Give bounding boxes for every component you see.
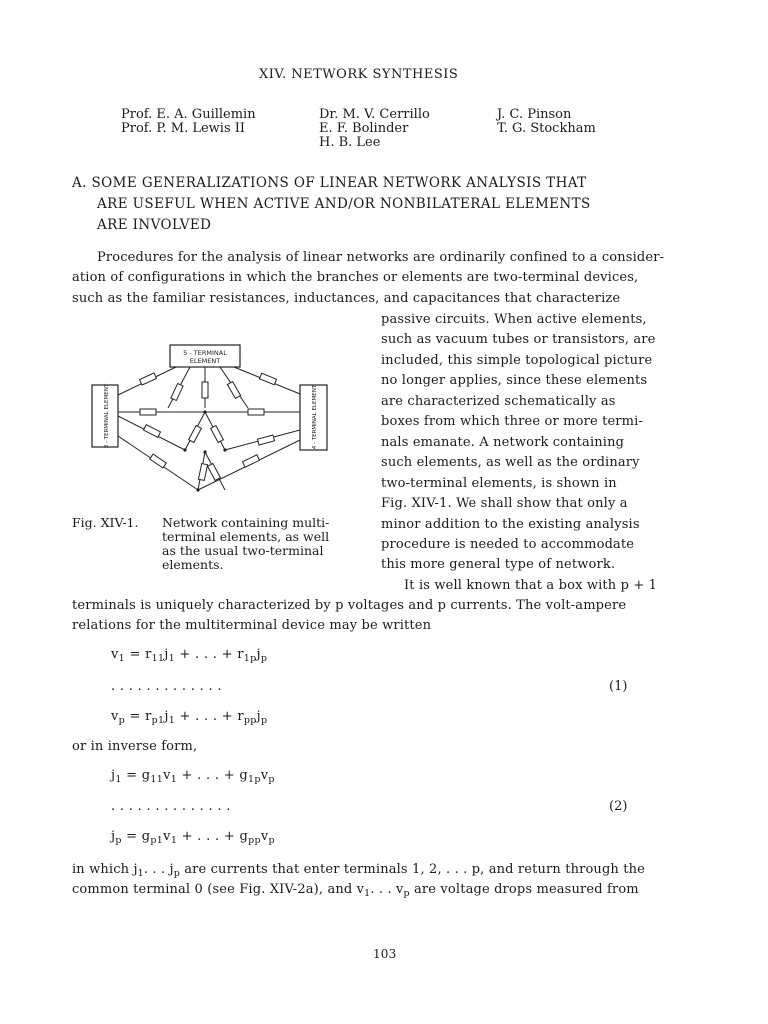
paragraph-line: such as vacuum tubes or transistors, are [381, 332, 656, 347]
equation-2-last: $j_p = g_{p1}v_1$ + . . . + $g_{pp}v_p$ [111, 829, 275, 846]
text-fragment: are currents that enter terminals 1, 2, . . . p, and return through the [179, 862, 645, 877]
paragraph-line: It is well known that a box with p + 1 [404, 578, 658, 593]
paragraph-line: included, this simple topological picture [381, 353, 653, 368]
paragraph-line: Procedures for the analysis of linear networks are ordinarily confined to a consider- [97, 250, 665, 265]
equation-1-first: $v_1 = r_{11}j_1$ + . . . + $r_{1p}j_p$ [111, 647, 268, 664]
author-column-1 [121, 108, 256, 136]
paragraph-line: boxes from which three or more termi- [381, 414, 643, 429]
paragraph-line: terminals is uniquely characterized by p voltages and p currents. The volt-ampere [72, 598, 627, 613]
caption-line: Network containing multi- [162, 515, 330, 530]
figure-caption-label: Fig. XIV-1. [72, 515, 139, 530]
text-fragment: common terminal 0 (see Fig. XIV-2a), and v [72, 882, 365, 897]
section-heading-line: ARE USEFUL WHEN ACTIVE AND/OR NONBILATERAL ELEMENTS [97, 196, 591, 212]
paragraph-line: no longer applies, since these elements [381, 373, 648, 388]
author-column-2 [319, 108, 430, 150]
five-terminal-label-2: ELEMENT [189, 357, 221, 365]
caption-line: elements. [162, 557, 224, 572]
text-fragment: are voltage drops measured from [409, 882, 639, 897]
two-terminal-elements [139, 373, 276, 481]
three-terminal-label: 3 - TERMINAL ELEMENT [104, 383, 110, 449]
page-title: XIV. NETWORK SYNTHESIS [259, 67, 459, 82]
caption-line: as the usual two-terminal [162, 543, 324, 558]
equation-2-dots: . . . . . . . . . . . . . . [111, 799, 231, 814]
paragraph-line: such elements, as well as the ordinary [381, 455, 640, 470]
inverse-form-text: or in inverse form, [72, 739, 198, 754]
paragraph-line: are characterized schematically as [381, 394, 616, 409]
paragraph-line: nals emanate. A network containing [381, 435, 625, 450]
network-figure [88, 340, 344, 500]
equation-1-last: $v_p = r_{p1}j_1$ + . . . + $r_{pp}j_p$ [111, 709, 268, 726]
paragraph-line: procedure is needed to accommodate [381, 537, 635, 552]
equation-1-number: (1) [609, 679, 628, 694]
equation-2-first: $j_1 = g_{11}v_1$ + . . . + $g_{1p}v_p$ [111, 768, 275, 785]
text-fragment: in which j [72, 862, 138, 877]
five-terminal-label: 5 - TERMINAL [183, 349, 227, 357]
section-heading-line: ARE INVOLVED [97, 217, 212, 233]
author-name: H. B. Lee [319, 135, 381, 150]
author-name: T. G. Stockham [497, 121, 596, 136]
author-column-3 [497, 108, 596, 136]
section-heading-line: A. SOME GENERALIZATIONS OF LINEAR NETWORK ANALYSIS THAT [72, 175, 587, 191]
paragraph-line: passive circuits. When active elements, [381, 312, 647, 327]
paragraph-line: Fig. XIV-1. We shall show that only a [381, 496, 628, 511]
four-terminal-label: 4 - TERMINAL ELEMENT [312, 384, 318, 450]
paragraph-line: common terminal 0 (see Fig. XIV-2a), and $v_1$. . . $v_p$ are voltage drops measured from [72, 882, 639, 899]
caption-line: terminal elements, as well [162, 529, 330, 544]
paragraph-line: such as the familiar resistances, inductances, and capacitances that characterize [72, 291, 621, 306]
author-name: Prof. P. M. Lewis II [121, 121, 246, 136]
author-name: J. C. Pinson [497, 107, 572, 122]
paragraph-line: in which $j_1$. . . $j_p$ are currents that enter terminals 1, 2, . . . p, and return through the [72, 862, 645, 879]
author-name: Prof. E. A. Guillemin [121, 107, 256, 122]
author-name: E. F. Bolinder [319, 121, 409, 136]
paragraph-line: this more general type of network. [381, 557, 616, 572]
paragraph-line: two-terminal elements, is shown in [381, 476, 617, 491]
equation-1-dots: . . . . . . . . . . . . . [111, 679, 222, 694]
author-name: Dr. M. V. Cerrillo [319, 107, 430, 122]
paragraph-line: minor addition to the existing analysis [381, 517, 640, 532]
paragraph-line: relations for the multiterminal device may be written [72, 618, 432, 633]
page-number: 103 [373, 947, 397, 961]
equation-2-number: (2) [609, 799, 628, 814]
paragraph-line: ation of configurations in which the branches or elements are two-terminal devices, [72, 270, 639, 285]
figure-caption [162, 516, 329, 572]
